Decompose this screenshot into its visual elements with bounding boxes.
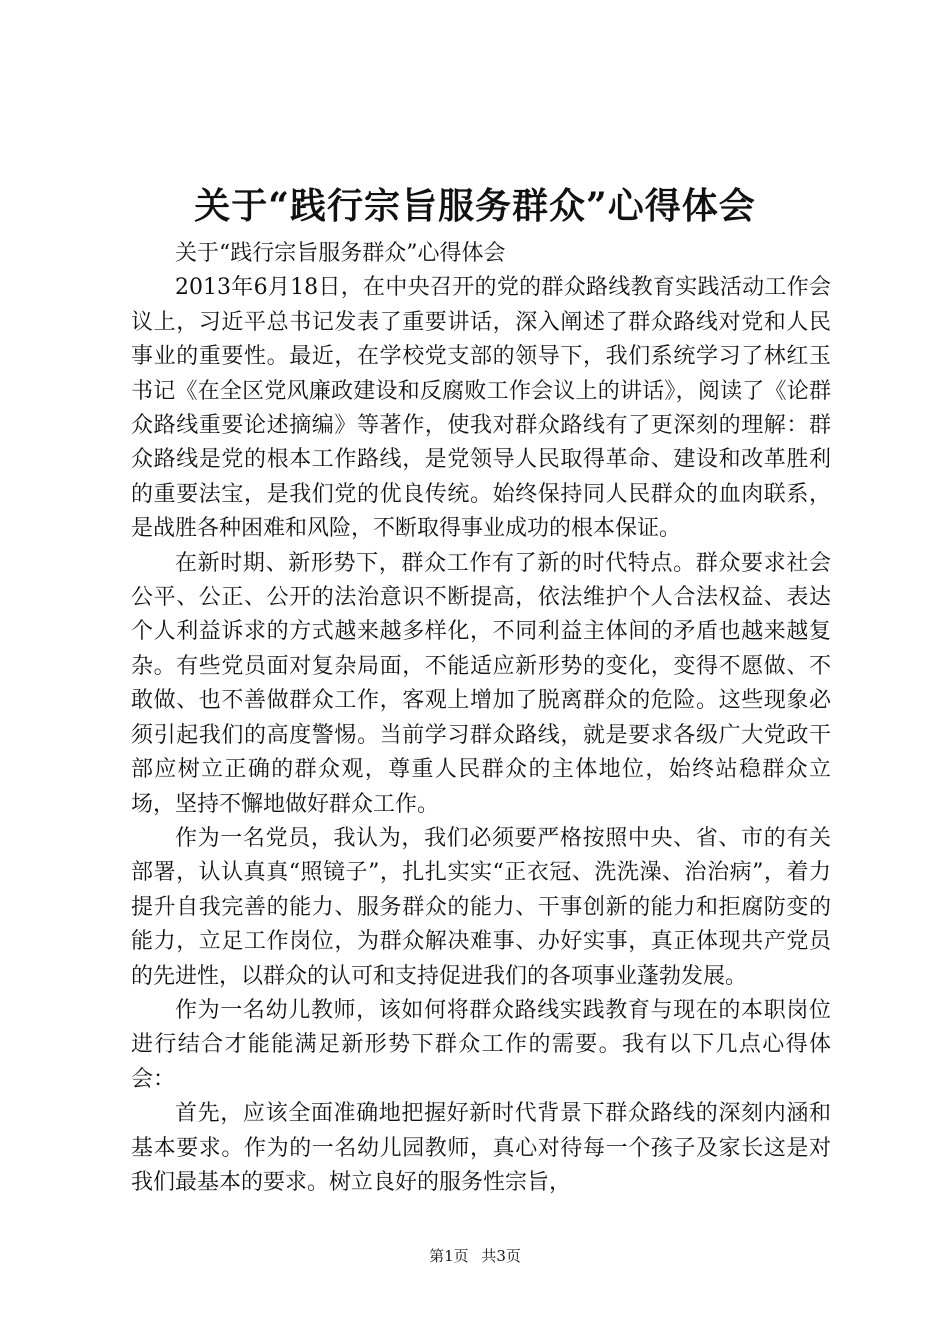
document-title: 关于“践行宗旨服务群众”心得体会	[194, 185, 756, 227]
paragraph: 2013年6月18日，在中央召开的党的群众路线教育实践活动工作会议上，习近平总书记发表了重要讲话，深入阐述了群众路线对党和人民事业的重要性。最近，在学校党支部的领导下，我们系统学习了林红玉书记《在全区党风廉政建设和反腐败工作会议上的讲话》，阅读了《论群众路线重要论述摘编》等著作，使我对群众路线有了更深刻的理解：群众路线是党的根本工作路线，是党领导人民取得革命、建设和改革胜利的重要法宝，是我们党的优良传统。始终保持同人民群众的血肉联系，是战胜各种困难和风险，不断取得事业成功的根本保证。	[131, 275, 831, 542]
paragraph: 首先，应该全面准确地把握好新时代背景下群众路线的深刻内涵和基本要求。作为的一名幼儿园教师，真心对待每一个孩子及家长这是对我们最基本的要求。树立良好的服务性宗旨，	[131, 1101, 831, 1195]
paragraph: 在新时期、新形势下，群众工作有了新的时代特点。群众要求社会公平、公正、公开的法治意识不断提高，依法维护个人合法权益、表达个人利益诉求的方式越来越多样化，不同利益主体间的矛盾也越来越复杂。有些党员面对复杂局面，不能适应新形势的变化，变得不愿做、不敢做、也不善做群众工作，客观上增加了脱离群众的危险。这些现象必须引起我们的高度警惕。当前学习群众路线，就是要求各级广大党政干部应树立正确的群众观，尊重人民群众的主体地位，始终站稳群众立场，坚持不懈地做好群众工作。	[131, 550, 831, 817]
paragraph: 作为一名幼儿教师，该如何将群众路线实践教育与现在的本职岗位进行结合才能能满足新形势下群众工作的需要。我有以下几点心得体会：	[131, 997, 831, 1092]
page-footer	[0, 1246, 950, 1266]
document-body	[131, 237, 831, 1200]
paragraph: 关于“践行宗旨服务群众”心得体会	[175, 241, 506, 266]
paragraph: 作为一名党员，我认为，我们必须要严格按照中央、省、市的有关部署，认认真真“照镜子”，扎扎实实“正衣冠、洗洗澡、治治病”，着力提升自我完善的能力、服务群众的能力、干事创新的能力和拒腐防变的能力，立足工作岗位，为群众解决难事、办好实事，真正体现共产党员的先进性，以群众的认可和支持促进我们的各项事业蓬勃发展。	[131, 825, 831, 989]
page-number: 第1页	[429, 1247, 469, 1265]
page-total: 共3页	[481, 1247, 521, 1265]
